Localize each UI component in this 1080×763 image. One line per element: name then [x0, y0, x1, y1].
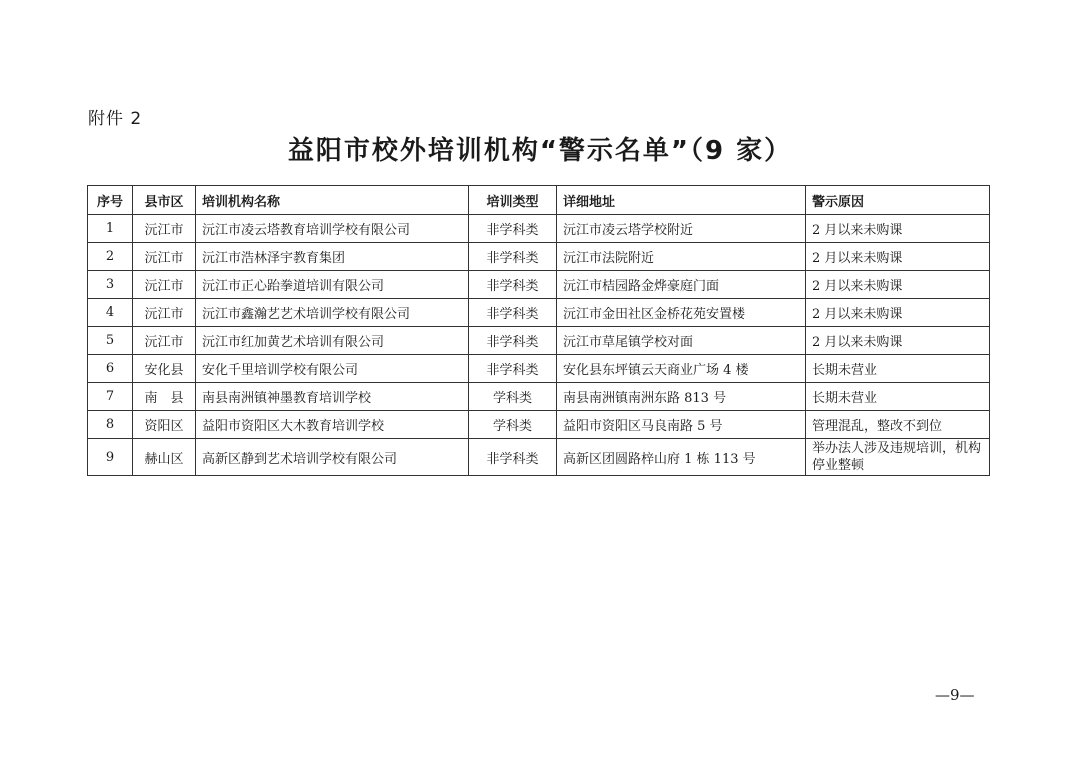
- cell-county: 沅江市: [133, 327, 196, 355]
- cell-institution: 沅江市浩林泽宇教育集团: [196, 243, 469, 271]
- header-address: 详细地址: [557, 186, 806, 215]
- cell-address: 高新区团圆路梓山府 1 栋 113 号: [557, 439, 806, 476]
- cell-index: 7: [88, 383, 133, 411]
- cell-county: 沅江市: [133, 215, 196, 243]
- table-header-row: [88, 186, 990, 215]
- warning-list-table: [87, 185, 990, 476]
- cell-type: 非学科类: [469, 299, 557, 327]
- header-institution: 培训机构名称: [196, 186, 469, 215]
- cell-address: 沅江市凌云塔学校附近: [557, 215, 806, 243]
- header-index: 序号: [88, 186, 133, 215]
- table-row: [88, 327, 990, 355]
- cell-index: 3: [88, 271, 133, 299]
- cell-institution: 沅江市凌云塔教育培训学校有限公司: [196, 215, 469, 243]
- cell-institution: 沅江市红加黄艺术培训有限公司: [196, 327, 469, 355]
- cell-index: 4: [88, 299, 133, 327]
- cell-county: 沅江市: [133, 299, 196, 327]
- cell-type: 非学科类: [469, 355, 557, 383]
- cell-institution: 沅江市鑫瀚艺艺术培训学校有限公司: [196, 299, 469, 327]
- cell-reason: 管理混乱，整改不到位: [806, 411, 990, 439]
- cell-institution: 益阳市资阳区大木教育培训学校: [196, 411, 469, 439]
- cell-type: 非学科类: [469, 215, 557, 243]
- page-title: 益阳市校外培训机构“警示名单”（9 家）: [287, 136, 793, 166]
- attachment-label: 附件 2: [88, 109, 143, 129]
- cell-type: 非学科类: [469, 439, 557, 476]
- cell-county: 赫山区: [133, 439, 196, 476]
- table-row: [88, 355, 990, 383]
- table-row: [88, 215, 990, 243]
- cell-index: 9: [88, 439, 133, 476]
- header-reason: 警示原因: [806, 186, 990, 215]
- header-type: 培训类型: [469, 186, 557, 215]
- cell-reason: 长期未营业: [806, 383, 990, 411]
- cell-county: 沅江市: [133, 271, 196, 299]
- cell-reason: 长期未营业: [806, 355, 990, 383]
- table-row: [88, 271, 990, 299]
- cell-institution: 高新区静到艺术培训学校有限公司: [196, 439, 469, 476]
- cell-institution: 南县南洲镇神墨教育培训学校: [196, 383, 469, 411]
- cell-reason: 2 月以来未购课: [806, 299, 990, 327]
- cell-institution: 沅江市正心跆拳道培训有限公司: [196, 271, 469, 299]
- cell-reason: 2 月以来未购课: [806, 327, 990, 355]
- table-row: [88, 299, 990, 327]
- cell-institution: 安化千里培训学校有限公司: [196, 355, 469, 383]
- cell-type: 学科类: [469, 411, 557, 439]
- cell-reason: 举办法人涉及违规培训，机构停业整顿: [806, 439, 990, 476]
- cell-index: 8: [88, 411, 133, 439]
- cell-address: 安化县东坪镇云天商业广场 4 楼: [557, 355, 806, 383]
- page-number: —9—: [935, 686, 975, 704]
- header-county: 县市区: [133, 186, 196, 215]
- cell-address: 沅江市草尾镇学校对面: [557, 327, 806, 355]
- cell-index: 5: [88, 327, 133, 355]
- cell-type: 非学科类: [469, 271, 557, 299]
- cell-type: 非学科类: [469, 327, 557, 355]
- cell-address: 沅江市桔园路金烨豪庭门面: [557, 271, 806, 299]
- cell-reason: 2 月以来未购课: [806, 215, 990, 243]
- cell-county: 沅江市: [133, 243, 196, 271]
- table-row: [88, 439, 990, 476]
- cell-address: 沅江市法院附近: [557, 243, 806, 271]
- cell-reason: 2 月以来未购课: [806, 243, 990, 271]
- cell-index: 1: [88, 215, 133, 243]
- cell-address: 南县南洲镇南洲东路 813 号: [557, 383, 806, 411]
- cell-type: 非学科类: [469, 243, 557, 271]
- table-row: [88, 243, 990, 271]
- cell-county: 南 县: [133, 383, 196, 411]
- table-row: [88, 383, 990, 411]
- cell-index: 6: [88, 355, 133, 383]
- cell-county: 安化县: [133, 355, 196, 383]
- cell-address: 沅江市金田社区金桥花苑安置楼: [557, 299, 806, 327]
- cell-address: 益阳市资阳区马良南路 5 号: [557, 411, 806, 439]
- cell-type: 学科类: [469, 383, 557, 411]
- table-row: [88, 411, 990, 439]
- cell-index: 2: [88, 243, 133, 271]
- cell-reason: 2 月以来未购课: [806, 271, 990, 299]
- cell-county: 资阳区: [133, 411, 196, 439]
